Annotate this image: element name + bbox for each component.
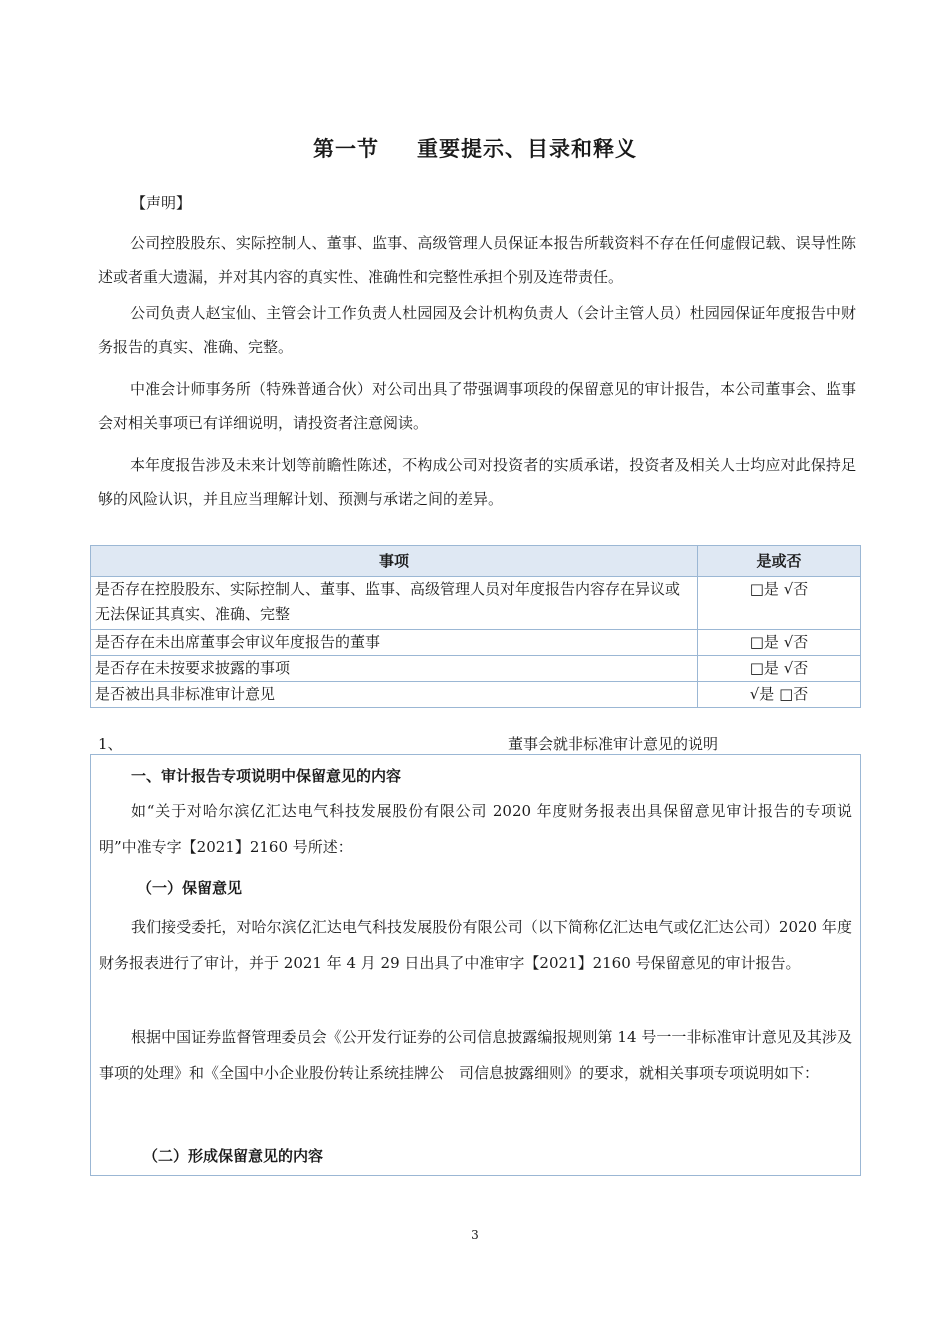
table-header-answer: 是或否 [698, 546, 861, 577]
box-paragraph-1: 如“关于对哈尔滨亿汇达电气科技发展股份有限公司 2020 年度财务报表出具保留意见审计报告的专项说明”中准专字【2021】2160 号所述： [99, 802, 852, 856]
table-header-row [91, 546, 861, 577]
declaration-label: 【声明】 [131, 194, 192, 212]
table-row [91, 577, 861, 630]
table-row [91, 682, 861, 708]
declaration-paragraph-3: 中准会计师事务所（特殊普通合伙）对公司出具了带强调事项段的保留意见的审计报告，本公司董事会、监事会对相关事项已有详细说明，请投资者注意阅读。 [98, 380, 856, 432]
table-cell-answer: □是 √否 [698, 656, 861, 682]
table-cell-item: 是否存在控股股东、实际控制人、董事、监事、高级管理人员对年度报告内容存在异议或无法保证其真实、准确、完整 [91, 577, 698, 630]
table-cell-answer: □是 √否 [698, 577, 861, 630]
box-heading-1: 一、审计报告专项说明中保留意见的内容 [131, 767, 402, 785]
box-heading-2: （一）保留意见 [137, 879, 243, 897]
board-explanation-title: 董事会就非标准审计意见的说明 [508, 735, 719, 753]
confirmation-table [90, 545, 861, 708]
box-heading-3: （二）形成保留意见的内容 [143, 1147, 324, 1165]
page-number: 3 [471, 1228, 479, 1242]
declaration-paragraph-1: 公司控股股东、实际控制人、董事、监事、高级管理人员保证本报告所载资料不存在任何虚假记载、误导性陈述或者重大遗漏，并对其内容的真实性、准确性和完整性承担个别及连带责任。 [98, 234, 856, 286]
declaration-paragraph-2: 公司负责人赵宝仙、主管会计工作负责人杜园园及会计机构负责人（会计主管人员）杜园园保证年度报告中财务报告的真实、准确、完整。 [98, 304, 856, 356]
table-cell-item: 是否存在未按要求披露的事项 [91, 656, 698, 682]
declaration-paragraph-4: 本年度报告涉及未来计划等前瞻性陈述，不构成公司对投资者的实质承诺，投资者及相关人士均应对此保持足够的风险认识，并且应当理解计划、预测与承诺之间的差异。 [98, 456, 856, 508]
box-paragraph-3: 根据中国证券监督管理委员会《公开发行证券的公司信息披露编报规则第 14 号一一非标准审计意见及其涉及事项的处理》和《全国中小企业股份转让系统挂牌公 司信息披露细则》的要求，就相关事项专项说明如下： [99, 1028, 852, 1082]
board-explanation-box [90, 754, 861, 1176]
table-cell-item: 是否被出具非标准审计意见 [91, 682, 698, 708]
section-name: 重要提示、目录和释义 [417, 137, 637, 161]
item-number: 1、 [98, 735, 123, 753]
box-paragraph-2: 我们接受委托，对哈尔滨亿汇达电气科技发展股份有限公司（以下简称亿汇达电气或亿汇达公司）2020 年度财务报表进行了审计，并于 2021 年 4 月 29 日出具了中准审字【2021】2160 号保留意见的审计报告。 [99, 918, 852, 972]
section-number: 第一节 [313, 137, 379, 161]
table-cell-answer: √是 □否 [698, 682, 861, 708]
table-cell-item: 是否存在未出席董事会审议年度报告的董事 [91, 630, 698, 656]
section-title [0, 133, 950, 163]
table-cell-answer: □是 √否 [698, 630, 861, 656]
table-header-item: 事项 [91, 546, 698, 577]
table-row [91, 630, 861, 656]
table-row [91, 656, 861, 682]
